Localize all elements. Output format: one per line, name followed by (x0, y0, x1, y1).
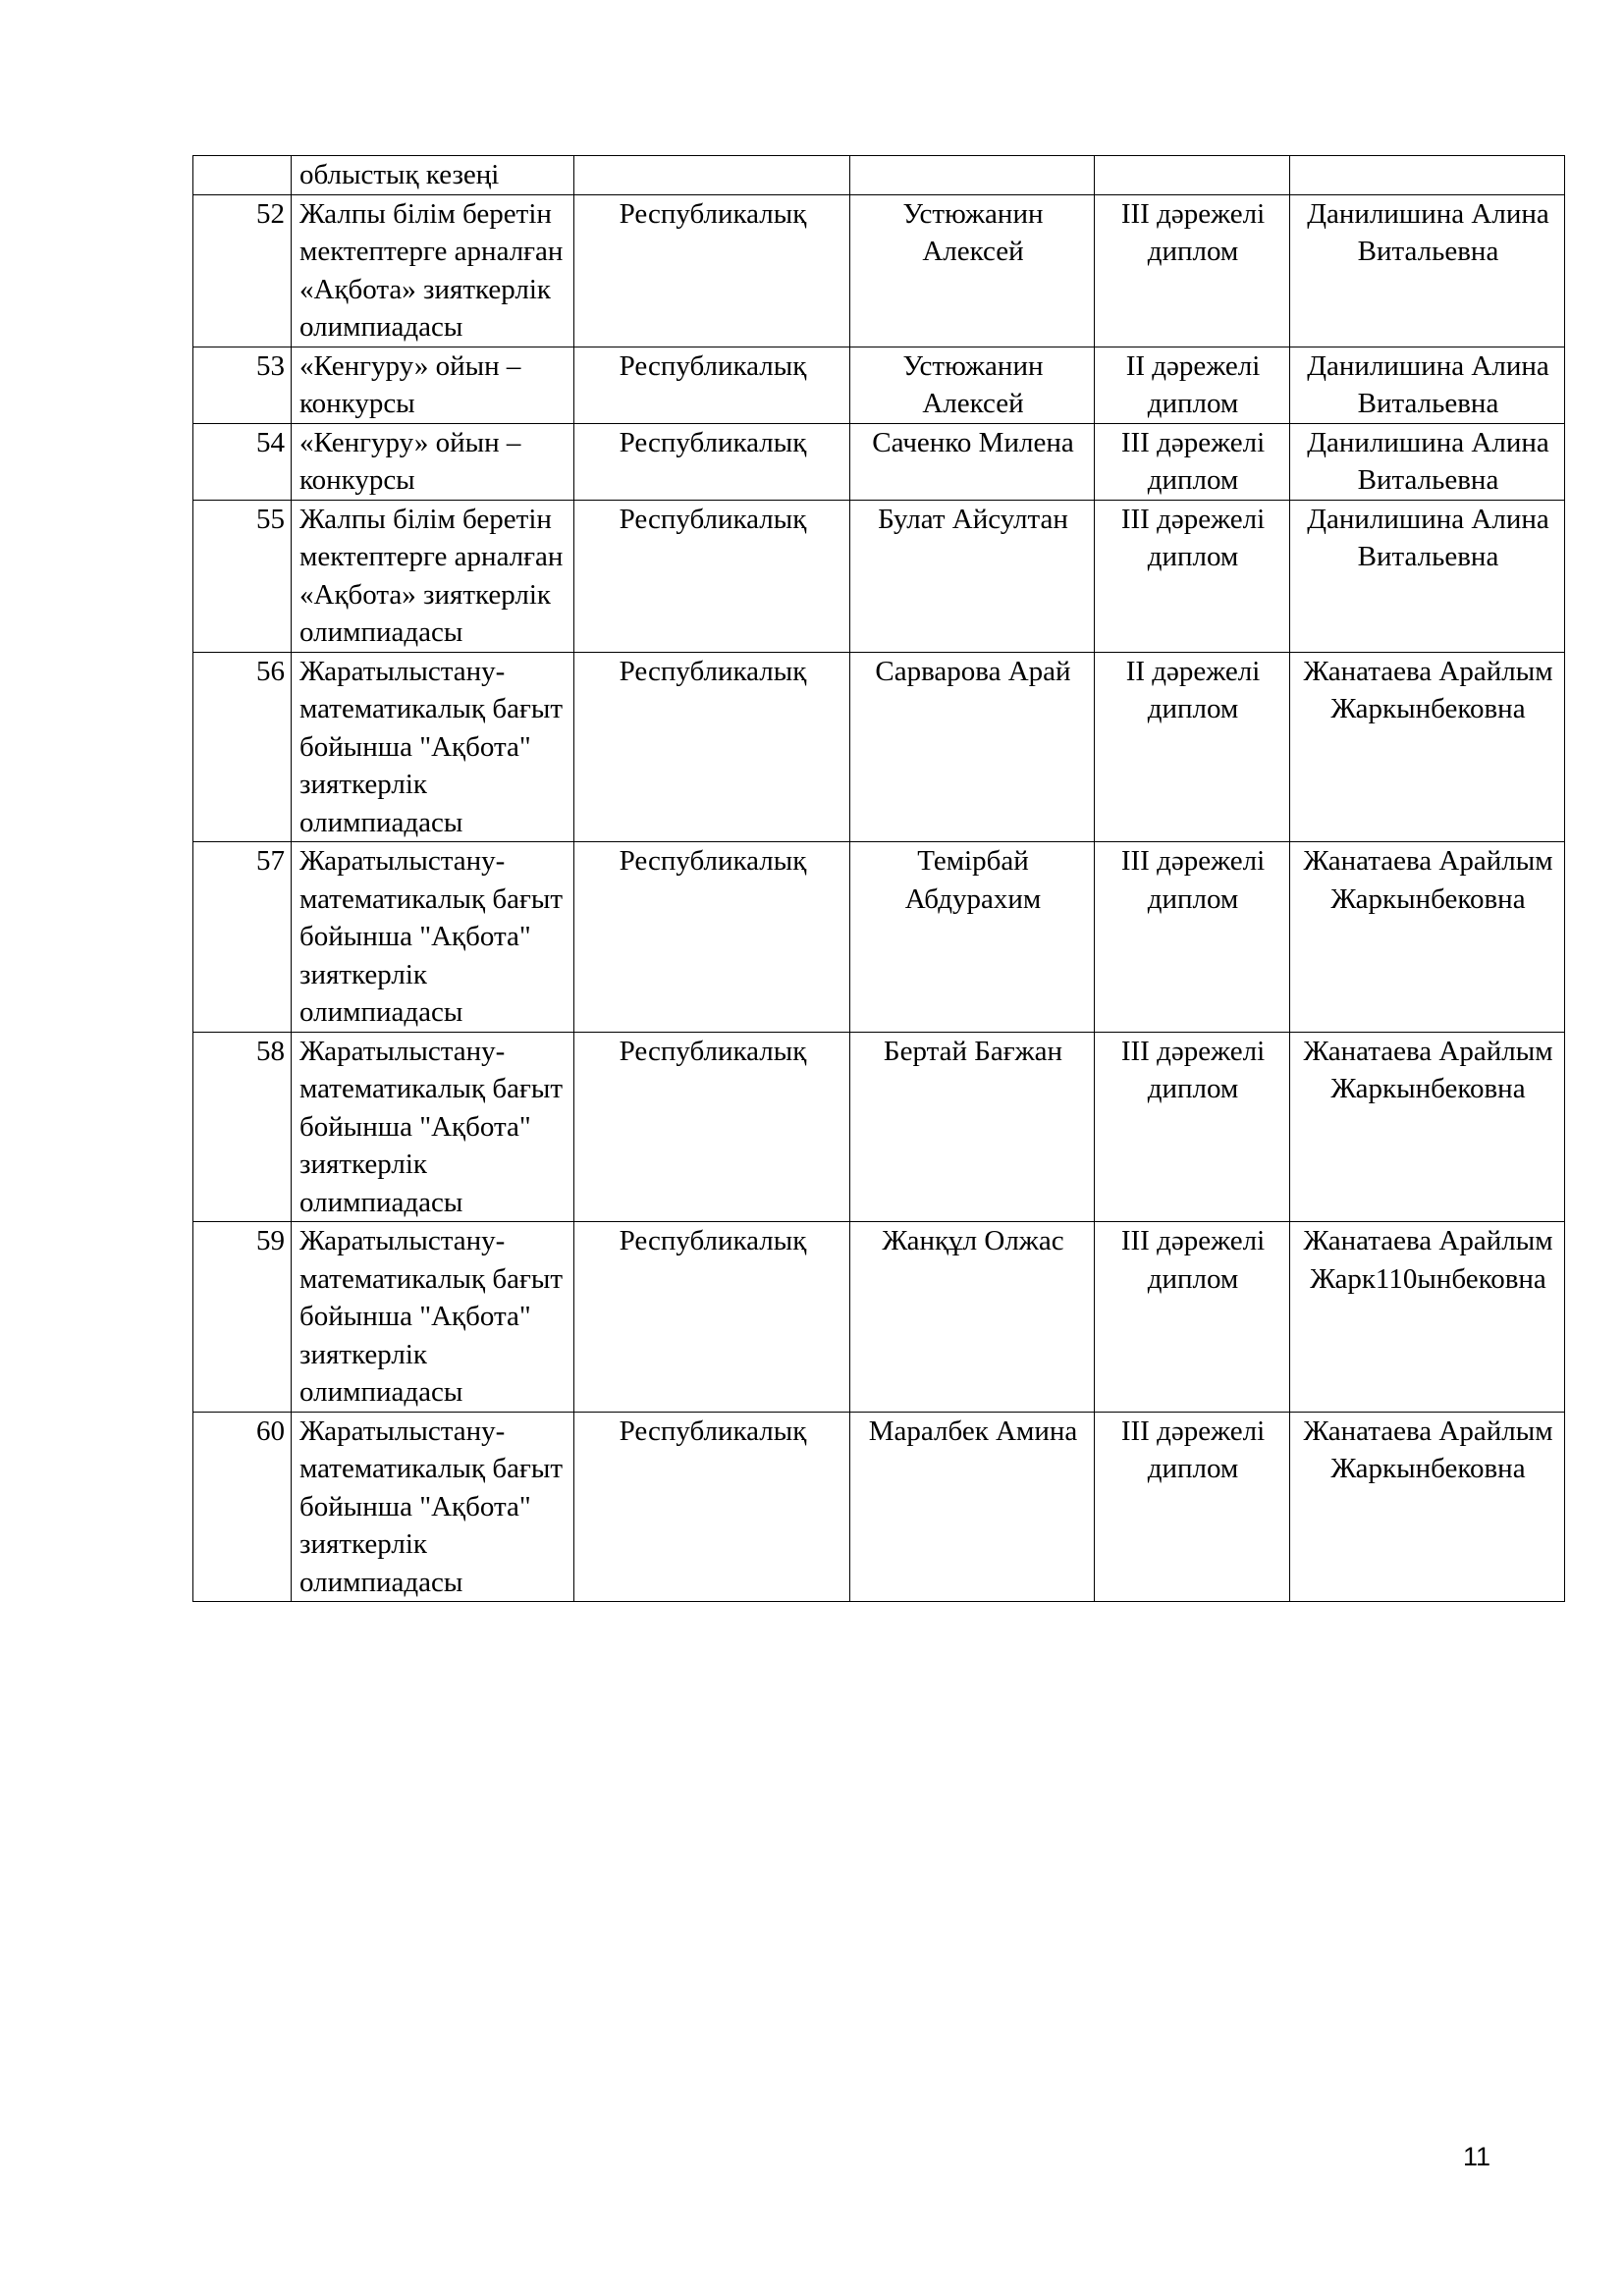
row-number-cell: 58 (193, 1032, 292, 1222)
table-row (193, 1032, 1565, 1222)
row-number-cell: 53 (193, 347, 292, 423)
student-name-cell: Устюжанин Алексей (850, 347, 1095, 423)
row-number-cell: 52 (193, 194, 292, 347)
student-name-cell: Устюжанин Алексей (850, 194, 1095, 347)
teacher-name-cell (1290, 156, 1565, 195)
event-name-cell: «Кенгуру» ойын –конкурсы (292, 347, 574, 423)
student-name-cell: Саченко Милена (850, 423, 1095, 500)
student-name-cell: Жанқұл Олжас (850, 1222, 1095, 1413)
results-table (192, 155, 1565, 1602)
results-table-body (193, 156, 1565, 1602)
row-number-cell: 60 (193, 1412, 292, 1602)
award-cell: ІІІ дәрежелі диплом (1095, 1222, 1290, 1413)
level-cell: Республикалық (574, 652, 850, 842)
level-cell: Республикалық (574, 347, 850, 423)
level-cell: Республикалық (574, 1032, 850, 1222)
award-cell: ІІІ дәрежелі диплом (1095, 1032, 1290, 1222)
teacher-name-cell: Данилишина Алина Витальевна (1290, 423, 1565, 500)
teacher-name-cell: Жанатаева Арайлым Жаркынбековна (1290, 652, 1565, 842)
teacher-name-cell: Данилишина Алина Витальевна (1290, 500, 1565, 652)
row-number-cell: 59 (193, 1222, 292, 1413)
level-cell: Республикалық (574, 423, 850, 500)
award-cell: ІІІ дәрежелі диплом (1095, 842, 1290, 1033)
level-cell: Республикалық (574, 842, 850, 1033)
table-row (193, 423, 1565, 500)
table-row (193, 652, 1565, 842)
event-name-cell: Жаратылыстану-математикалық бағыт бойынша "Ақбота" зияткерлік олимпиадасы (292, 652, 574, 842)
page-number: 11 (1463, 2142, 1491, 2171)
award-cell: ІІ дәрежелі диплом (1095, 347, 1290, 423)
teacher-name-cell: Жанатаева Арайлым Жаркынбековна (1290, 1032, 1565, 1222)
student-name-cell (850, 156, 1095, 195)
student-name-cell: Сарварова Арай (850, 652, 1095, 842)
event-name-cell: Жаратылыстану-математикалық бағыт бойынша "Ақбота" зияткерлік олимпиадасы (292, 1032, 574, 1222)
table-row (193, 500, 1565, 652)
level-cell: Республикалық (574, 1222, 850, 1413)
event-name-cell: Жаратылыстану-математикалық бағыт бойынша "Ақбота" зияткерлік олимпиадасы (292, 1222, 574, 1413)
level-cell (574, 156, 850, 195)
teacher-name-cell: Жанатаева Арайлым Жаркынбековна (1290, 1412, 1565, 1602)
award-cell (1095, 156, 1290, 195)
award-cell: ІІІ дәрежелі диплом (1095, 423, 1290, 500)
row-number-cell: 56 (193, 652, 292, 842)
row-number-cell: 57 (193, 842, 292, 1033)
row-number-cell (193, 156, 292, 195)
event-name-cell: Жалпы білім беретін мектептерге арналған «Ақбота» зияткерлік олимпиадасы (292, 194, 574, 347)
teacher-name-cell: Жанатаева Арайлым Жарк110ынбековна (1290, 1222, 1565, 1413)
table-row (193, 194, 1565, 347)
table-row (193, 842, 1565, 1033)
event-name-cell: Жаратылыстану-математикалық бағыт бойынша "Ақбота" зияткерлік олимпиадасы (292, 842, 574, 1033)
level-cell: Республикалық (574, 194, 850, 347)
teacher-name-cell: Данилишина Алина Витальевна (1290, 347, 1565, 423)
student-name-cell: Булат Айсултан (850, 500, 1095, 652)
award-cell: ІІІ дәрежелі диплом (1095, 194, 1290, 347)
award-cell: ІІІ дәрежелі диплом (1095, 500, 1290, 652)
event-name-cell: облыстық кезеңі (292, 156, 574, 195)
student-name-cell: Маралбек Амина (850, 1412, 1095, 1602)
table-row (193, 347, 1565, 423)
award-cell: ІІ дәрежелі диплом (1095, 652, 1290, 842)
event-name-cell: Жалпы білім беретін мектептерге арналған «Ақбота» зияткерлік олимпиадасы (292, 500, 574, 652)
teacher-name-cell: Данилишина Алина Витальевна (1290, 194, 1565, 347)
student-name-cell: Бертай Бағжан (850, 1032, 1095, 1222)
level-cell: Республикалық (574, 500, 850, 652)
award-cell: ІІІ дәрежелі диплом (1095, 1412, 1290, 1602)
event-name-cell: «Кенгуру» ойын –конкурсы (292, 423, 574, 500)
teacher-name-cell: Жанатаева Арайлым Жаркынбековна (1290, 842, 1565, 1033)
level-cell: Республикалық (574, 1412, 850, 1602)
table-row (193, 1222, 1565, 1413)
row-number-cell: 55 (193, 500, 292, 652)
row-number-cell: 54 (193, 423, 292, 500)
table-row (193, 1412, 1565, 1602)
event-name-cell: Жаратылыстану-математикалық бағыт бойынша "Ақбота" зияткерлік олимпиадасы (292, 1412, 574, 1602)
table-row (193, 156, 1565, 195)
student-name-cell: Темірбай Абдурахим (850, 842, 1095, 1033)
